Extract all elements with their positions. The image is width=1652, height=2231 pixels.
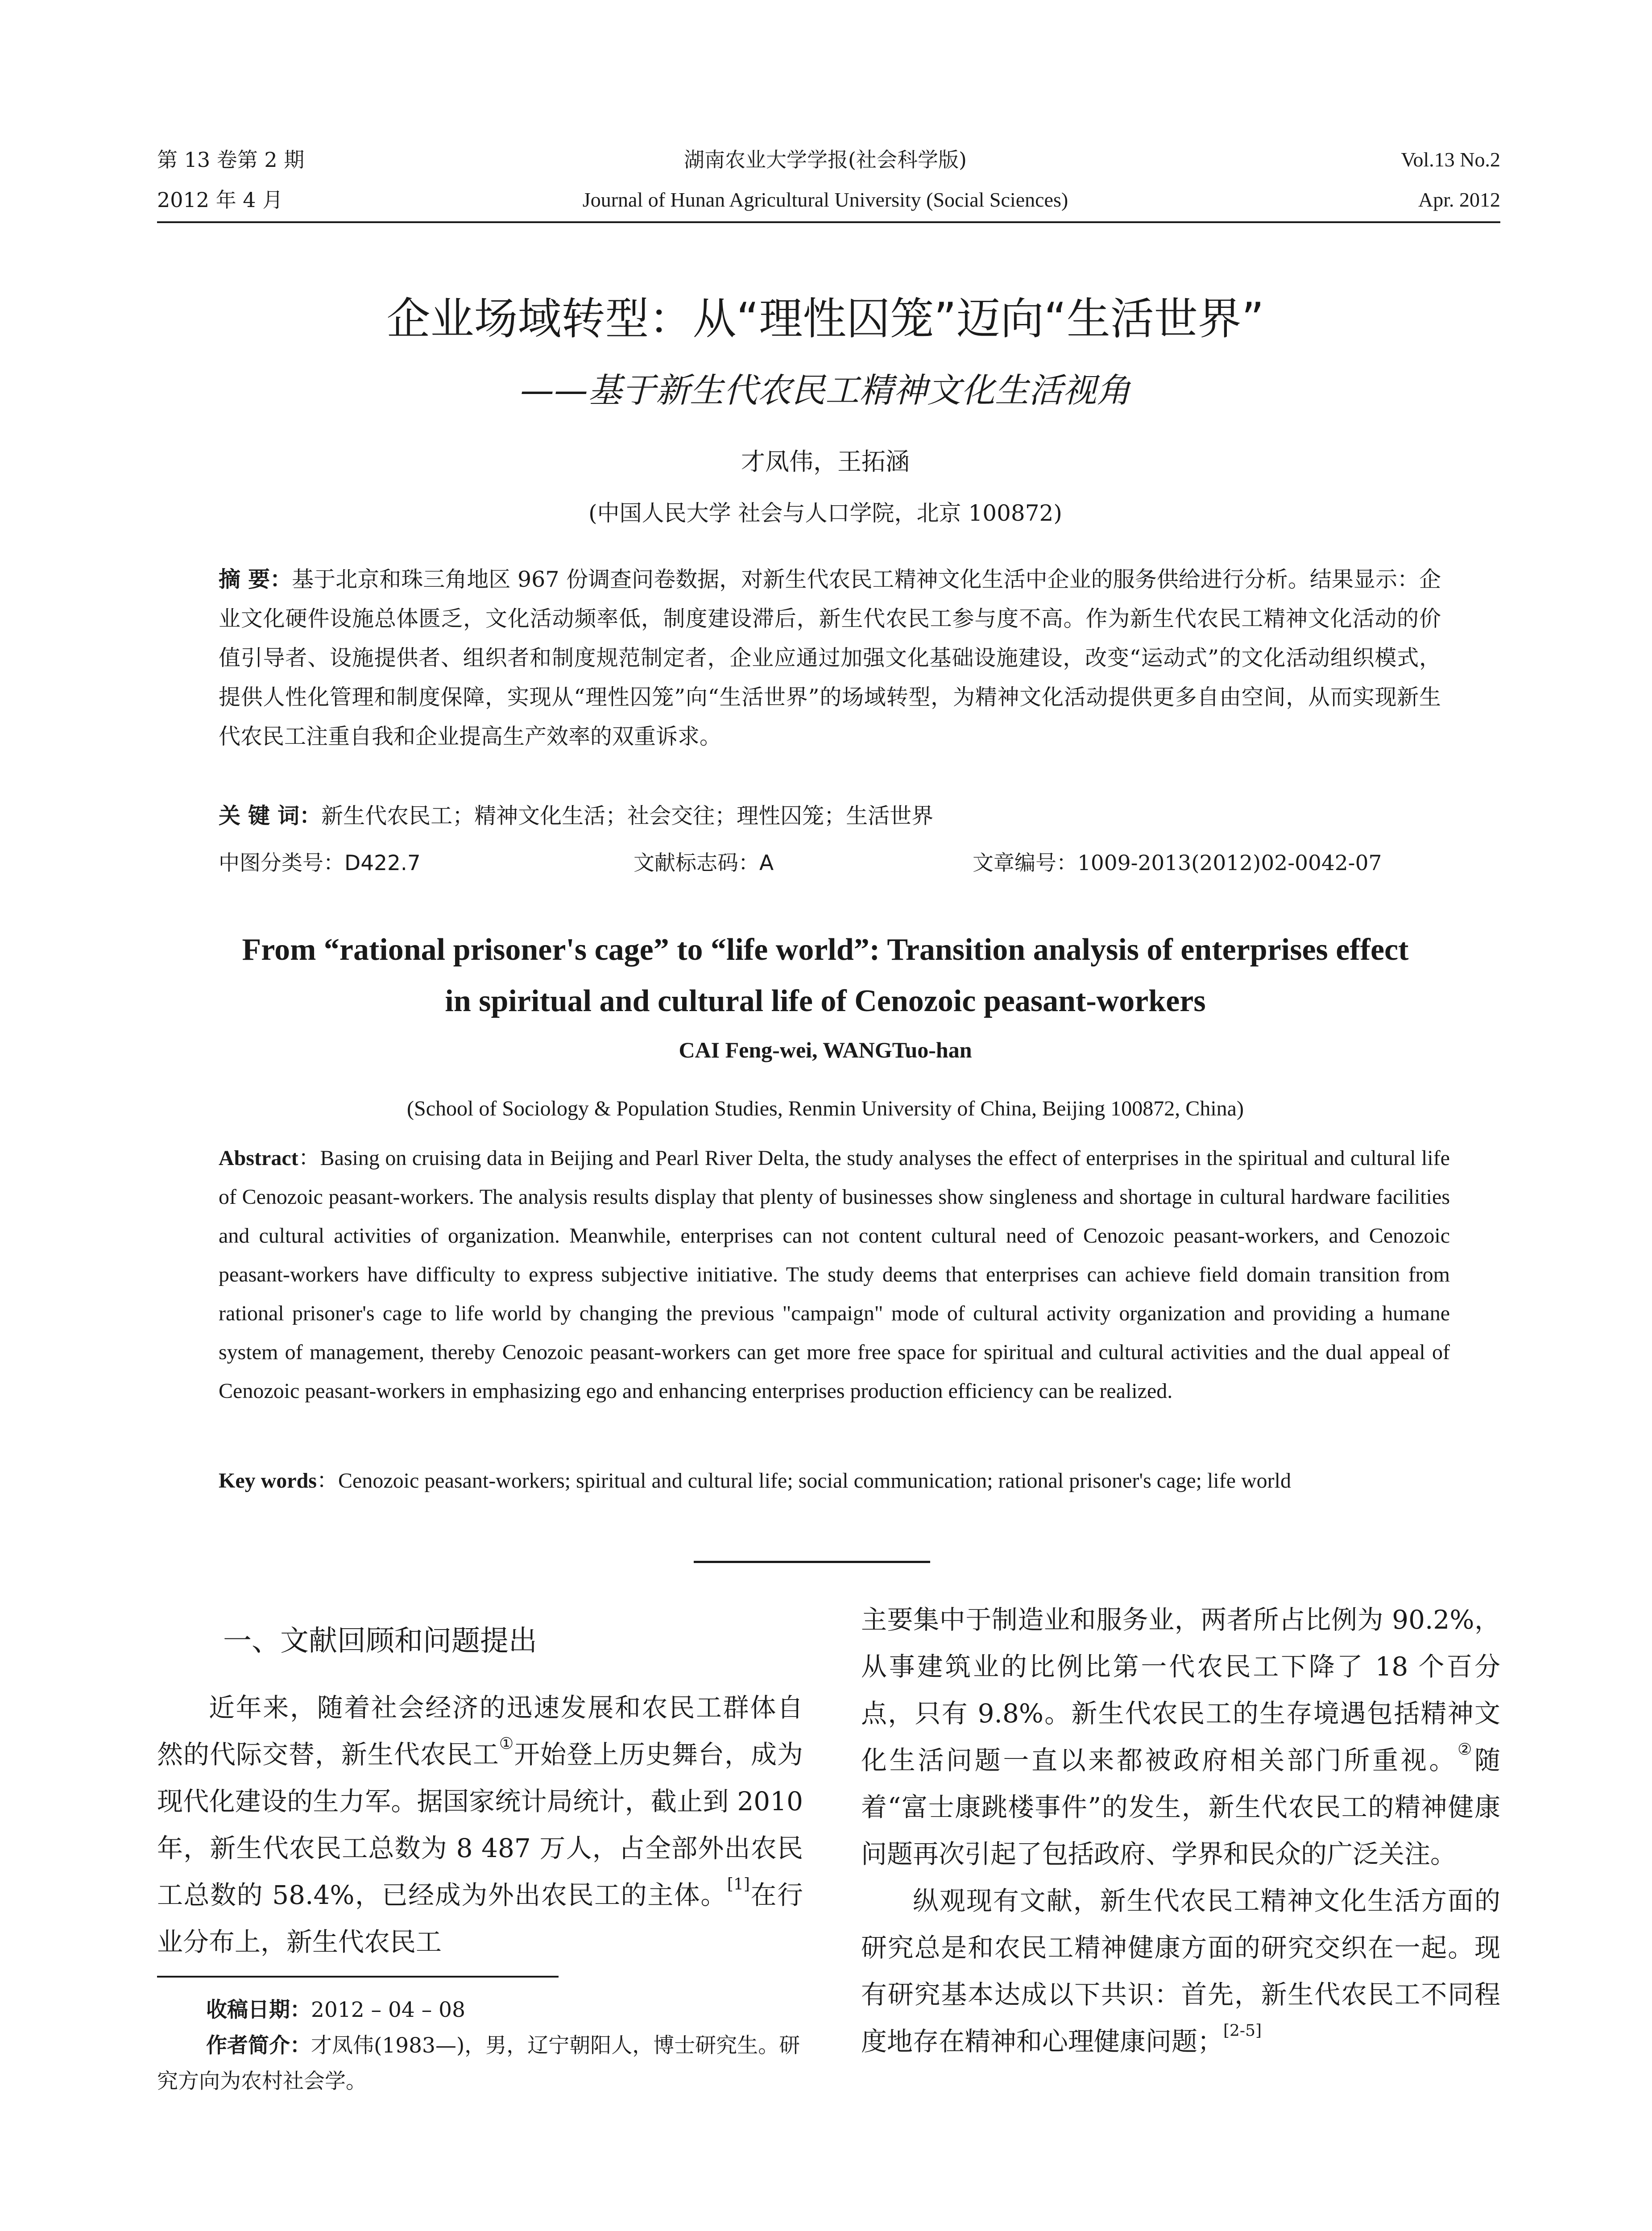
abstract-cn-label: 摘 要： xyxy=(219,567,292,592)
authors-en: CAI Feng-wei, WANGTuo-han xyxy=(679,1037,972,1062)
doc-value: A xyxy=(759,851,774,875)
footnote-received xyxy=(206,1992,465,2028)
citation-ref-2: [2-5] xyxy=(1223,2021,1262,2040)
header-volume-en: Vol.13 No.2 xyxy=(1401,148,1500,171)
keywords-cn-label: 关 键 词： xyxy=(219,803,322,829)
footnote-ref-1: ① xyxy=(499,1734,514,1753)
header-volume-issue: 第 13 卷第 2 期 xyxy=(157,148,305,172)
footnote-ref-2: ② xyxy=(1457,1740,1474,1759)
bio-label: 作者简介： xyxy=(206,2033,311,2058)
header-journal-en: Journal of Hunan Agricultural University (Social Sciences) xyxy=(582,188,1068,211)
affiliation-en: (School of Sociology & Population Studies, Renmin University of China, Beijing 100872, China) xyxy=(407,1097,1244,1120)
page-title-en-line2: in spiritual and cultural life of Cenozoic peasant-workers xyxy=(445,984,1206,1018)
article-value: 1009-2013(2012)02-0042-07 xyxy=(1077,851,1382,875)
right-p1-part-b: 随着“富士康跳楼事件”的发生，新生代农民工的精神健康问题再次引起了包括政府、学界和民众的广泛关注。 xyxy=(861,1745,1500,1869)
abstract-cn xyxy=(219,560,1441,756)
doc-label: 文献标志码： xyxy=(633,851,759,875)
keywords-en xyxy=(219,1461,1450,1500)
page-subtitle-cn: ——基于新生代农民工精神文化生活视角 xyxy=(520,370,1130,410)
left-paragraph xyxy=(157,1684,803,1966)
page-title-en-line1: From “rational prisoner's cage” to “life world”: Transition analysis of enterprises effect xyxy=(242,933,1409,967)
citation-ref-1: [1] xyxy=(727,1875,750,1894)
abstract-en xyxy=(219,1139,1450,1410)
keywords-cn xyxy=(219,796,1441,836)
keywords-en-sep: ： xyxy=(316,1469,338,1493)
article-label: 文章编号： xyxy=(973,851,1077,875)
abstract-en-sep: ： xyxy=(298,1146,320,1170)
document-code xyxy=(633,848,774,879)
keywords-en-label: Key words xyxy=(219,1469,317,1493)
clc-value: D422.7 xyxy=(344,851,421,875)
left-column-text xyxy=(157,1684,803,1966)
abstract-en-label: Abstract xyxy=(219,1146,298,1170)
clc-label: 中图分类号： xyxy=(219,851,344,875)
footnote-bio xyxy=(157,2028,803,2099)
received-label: 收稿日期： xyxy=(206,1998,311,2022)
right-column-text xyxy=(861,1597,1500,2065)
abstract-cn-text: 基于北京和珠三角地区 967 份调查问卷数据，对新生代农民工精神文化生活中企业的服务供给进行分析。结果显示：企业文化硬件设施总体匮乏，文化活动频率低，制度建设滞后，新生代农民工参与度不高。作为新生代农民工精神文化活动的价值引导者、设施提供者、组织者和制度规范制定者，企业应通过加强文化基础设施建设，改变“运动式”的文化活动组织模式，提供人性化管理和制度保障，实现从“理性囚笼”向“生活世界”的场域转型，为精神文化活动提供更多自由空间，从而实现新生代农民工注重自我和企业提高生产效率的双重诉求。 xyxy=(219,567,1441,749)
clc-number xyxy=(219,848,421,879)
article-number xyxy=(973,848,1382,879)
footnote-rule xyxy=(157,1976,559,1978)
right-p1-part-a: 主要集中于制造业和服务业，两者所占比例为 90.2%，从事建筑业的比例比第一代农民工下降了 18 个百分点，只有 9.8%。新生代农民工的生存境遇包括精神文化生活问题一直以来都被政府相关部门所重视。 xyxy=(861,1605,1500,1775)
left-p1-part-b: 开始登上历史舞台，成为现代化建设的生力军。据国家统计局统计，截止到 2010 年，新生代农民工总数为 8 487 万人，占全部外出农民工总数的 58.4%，已经成为外出农民工的主体。 xyxy=(157,1739,803,1910)
left-p1-part-c: 在行业分布上，新生代农民工 xyxy=(157,1880,803,1957)
bio-text: 才凤伟(1983—)，男，辽宁朝阳人，博士研究生。研究方向为农村社会学。 xyxy=(157,2033,800,2094)
header-journal-cn: 湖南农业大学学报(社会科学版) xyxy=(684,148,967,172)
page-title-cn: 企业场域转型：从“理性囚笼”迈向“生活世界” xyxy=(386,294,1264,344)
left-p1-part-a: 近年来，随着社会经济的迅速发展和农民工群体自然的代际交替，新生代农民工 xyxy=(157,1692,803,1770)
abstract-en-text: Basing on cruising data in Beijing and Pearl River Delta, the study analyses the effect of enterprises in the spiritual and cultural life of Cenozoic peasant-workers. The analysis results display that plenty of businesses show singleness and shortage in cultural hardware facilities and cultural activities of organization. Meanwhile, enterprises can not content cultural need of Cenozoic peasant-workers, and Cenozoic peasant-workers have difficulty to express subjective initiative. The study deems that enterprises can achieve field domain transition from rational prisoner's cage to life world by changing the previous "campaign" mode of cultural activity organization and providing a humane system of management, thereby Cenozoic peasant-workers can get more free space for spiritual and cultural activities and the dual appeal of Cenozoic peasant-workers in emphasizing ego and enhancing enterprises production efficiency can be realized. xyxy=(219,1146,1450,1403)
received-value: 2012 – 04 – 08 xyxy=(311,1998,465,2022)
right-p2-part-a: 纵观现有文献，新生代农民工精神文化生活方面的研究总是和农民工精神健康方面的研究交织在一起。现有研究基本达成以下共识：首先，新生代农民工不同程度地存在精神和心理健康问题； xyxy=(861,1886,1500,2057)
right-paragraph-1 xyxy=(861,1597,1500,1878)
keywords-en-text: Cenozoic peasant-workers; spiritual and cultural life; social communication; rational prisoner's cage; life world xyxy=(338,1469,1291,1493)
affiliation-cn: (中国人民大学 社会与人口学院，北京 100872) xyxy=(588,500,1062,526)
section-heading: 一、文献回顾和问题提出 xyxy=(223,1625,537,1658)
header-rule xyxy=(157,221,1500,223)
header-date: 2012 年 4 月 xyxy=(157,188,283,212)
keywords-cn-text: 新生代农民工；精神文化生活；社会交往；理性囚笼；生活世界 xyxy=(321,803,934,829)
authors-cn: 才凤伟，王拓涵 xyxy=(741,448,910,476)
right-paragraph-2 xyxy=(861,1878,1500,2065)
section-divider xyxy=(694,1561,930,1563)
header-date-en: Apr. 2012 xyxy=(1418,188,1500,211)
